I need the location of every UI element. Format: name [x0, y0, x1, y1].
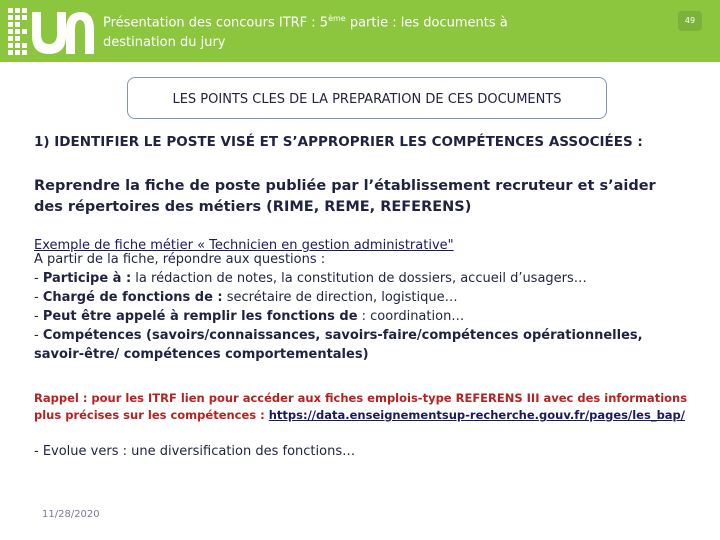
rappel-text: Rappel : pour les ITRF lien pour accéder aux fiches emplois-type REFERENS III avec des informations plus précises sur les compétences :	[34, 391, 688, 422]
answers-intro: A partir de la fiche, répondre aux questions :	[34, 252, 326, 267]
intro-paragraph: Reprendre la fiche de poste publiée par l’établissement recruteur et s’aider des répertoires des métiers (RIME, REME, REFERENS)	[34, 178, 656, 215]
section-heading: 1) IDENTIFIER LE POSTE VISÉ ET S’APPROPRIER LES COMPÉTENCES ASSOCIÉES :	[34, 134, 643, 150]
header-bar	[0, 0, 720, 62]
answer-item: - Compétences (savoirs/connaissances, savoirs-faire/compétences opérationnelles, savoir-être/ compétences comportementales)	[34, 328, 643, 362]
answer-item: - Participe à : la rédaction de notes, la constitution de dossiers, accueil d’usagers…	[34, 271, 587, 286]
answers-list	[34, 250, 684, 364]
answer-item: - Chargé de fonctions de : secrétaire de direction, logistique…	[34, 290, 458, 305]
rappel-note	[34, 390, 694, 424]
title-part1: Présentation des concours ITRF : 5	[103, 15, 329, 31]
referens-link[interactable]: https://data.enseignementsup-recherche.gouv.fr/pages/les_bap/	[268, 408, 685, 422]
answer-item: - Peut être appelé à remplir les fonctions de : coordination…	[34, 309, 465, 324]
evolue-line: - Evolue vers : une diversification des fonctions…	[34, 444, 356, 459]
title-part2: partie : les documents à destination du jury	[103, 15, 508, 51]
slide-date: 11/28/2020	[42, 509, 100, 520]
page-number: 49	[678, 11, 702, 31]
university-logo	[6, 4, 96, 58]
slide-title	[103, 9, 533, 53]
key-points-box: LES POINTS CLES DE LA PREPARATION DE CES DOCUMENTS	[127, 77, 607, 119]
example-link[interactable]: Exemple de fiche métier « Technicien en gestion administrative"	[34, 238, 454, 253]
title-superscript: ème	[328, 14, 346, 23]
